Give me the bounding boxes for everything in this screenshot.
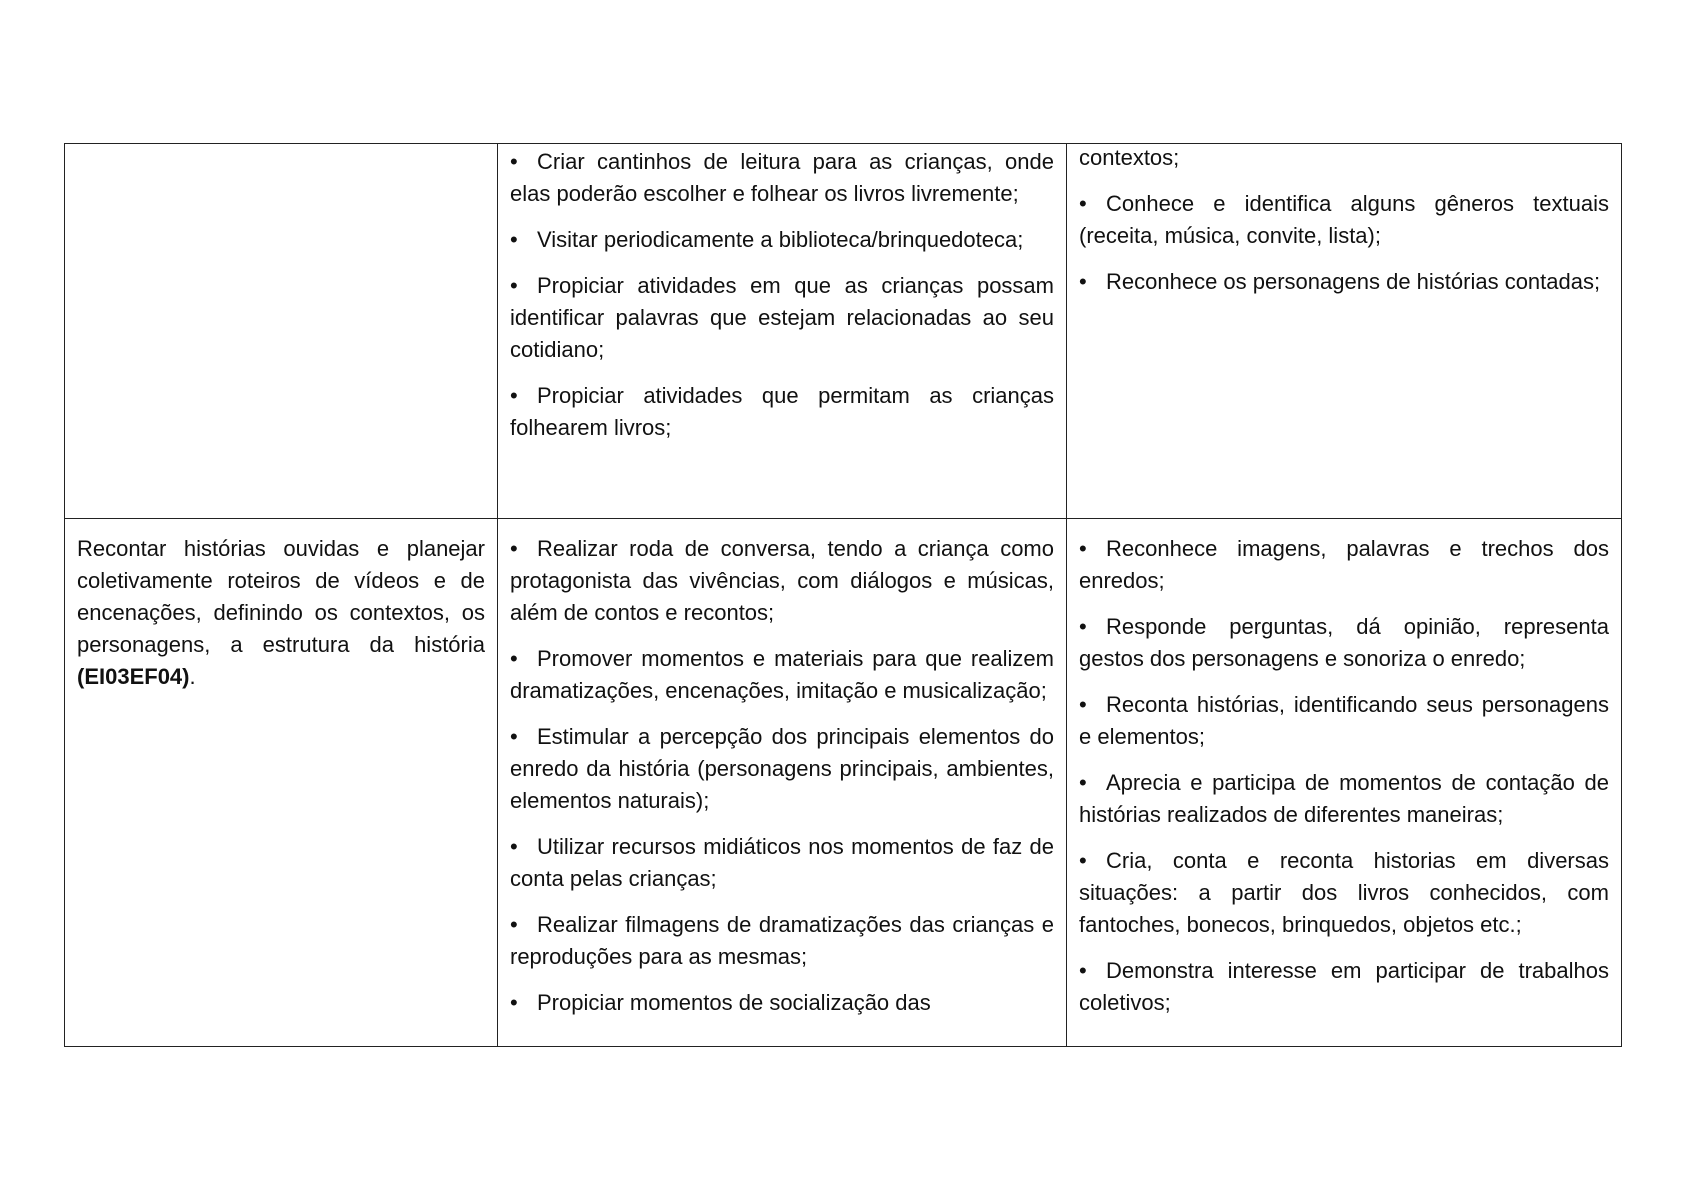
- strategies-cell: [498, 519, 1067, 1047]
- list-item: • Reconhece imagens, palavras e trechos dos enredos;: [1079, 533, 1609, 597]
- table-row: [65, 519, 1622, 1047]
- list-item: • Propiciar momentos de socialização das: [510, 987, 1054, 1019]
- list-item: • Visitar periodicamente a biblioteca/brinquedoteca;: [510, 224, 1054, 256]
- bullet-icon: •: [510, 383, 518, 408]
- strategies-cell: [498, 144, 1067, 519]
- bullet-icon: •: [1079, 614, 1087, 639]
- list-item: • Reconhece os personagens de histórias contadas;: [1079, 266, 1609, 298]
- objective-text: Recontar histórias ouvidas e planejar coletivamente roteiros de vídeos e de encenações, definindo os contextos, os personagens, a estrutura da história (EI03EF04).: [77, 536, 485, 689]
- bullet-icon: •: [510, 273, 518, 298]
- list-item: • Propiciar atividades que permitam as crianças folhearem livros;: [510, 380, 1054, 444]
- bullet-icon: •: [1079, 692, 1087, 717]
- table-row: [65, 144, 1622, 519]
- bullet-icon: •: [1079, 269, 1087, 294]
- bullet-icon: •: [510, 227, 518, 252]
- list-item: • Realizar roda de conversa, tendo a criança como protagonista das vivências, com diálogos e músicas, além de contos e recontos;: [510, 533, 1054, 629]
- bullet-icon: •: [510, 912, 518, 937]
- bullet-icon: •: [1079, 191, 1087, 216]
- bullet-icon: •: [1079, 770, 1087, 795]
- evaluation-cell: [1067, 519, 1622, 1047]
- bullet-icon: •: [510, 536, 518, 561]
- objective-cell: [65, 144, 498, 519]
- list-item: • Demonstra interesse em participar de trabalhos coletivos;: [1079, 955, 1609, 1019]
- list-item: • Reconta histórias, identificando seus personagens e elementos;: [1079, 689, 1609, 753]
- bullet-icon: •: [510, 724, 518, 749]
- evaluation-cell: [1067, 144, 1622, 519]
- bullet-icon: •: [1079, 536, 1087, 561]
- list-item: • Utilizar recursos midiáticos nos momentos de faz de conta pelas crianças;: [510, 831, 1054, 895]
- list-item: • Estimular a percepção dos principais elementos do enredo da história (personagens principais, ambientes, elementos naturais);: [510, 721, 1054, 817]
- bullet-icon: •: [1079, 848, 1087, 873]
- list-item: • Realizar filmagens de dramatizações das crianças e reproduções para as mesmas;: [510, 909, 1054, 973]
- bullet-icon: •: [1079, 958, 1087, 983]
- bullet-icon: •: [510, 990, 518, 1015]
- list-item: • Propiciar atividades em que as crianças possam identificar palavras que estejam relacionadas ao seu cotidiano;: [510, 270, 1054, 366]
- list-item: • Conhece e identifica alguns gêneros textuais (receita, música, convite, lista);: [1079, 188, 1609, 252]
- list-item: • Promover momentos e materiais para que realizem dramatizações, encenações, imitação e musicalização;: [510, 643, 1054, 707]
- bullet-icon: •: [510, 834, 518, 859]
- continued-text: contextos;: [1079, 145, 1180, 170]
- list-item: • Criar cantinhos de leitura para as crianças, onde elas poderão escolher e folhear os livros livremente;: [510, 146, 1054, 210]
- curriculum-table: [64, 143, 1622, 1047]
- bullet-icon: •: [510, 646, 518, 671]
- list-item: • Cria, conta e reconta historias em diversas situações: a partir dos livros conhecidos, com fantoches, bonecos, brinquedos, objetos etc.;: [1079, 845, 1609, 941]
- objective-cell: [65, 519, 498, 1047]
- list-item: • Responde perguntas, dá opinião, representa gestos dos personagens e sonoriza o enredo;: [1079, 611, 1609, 675]
- list-item: • Aprecia e participa de momentos de contação de histórias realizados de diferentes maneiras;: [1079, 767, 1609, 831]
- bullet-icon: •: [510, 149, 518, 174]
- objective-code: (EI03EF04): [77, 664, 190, 689]
